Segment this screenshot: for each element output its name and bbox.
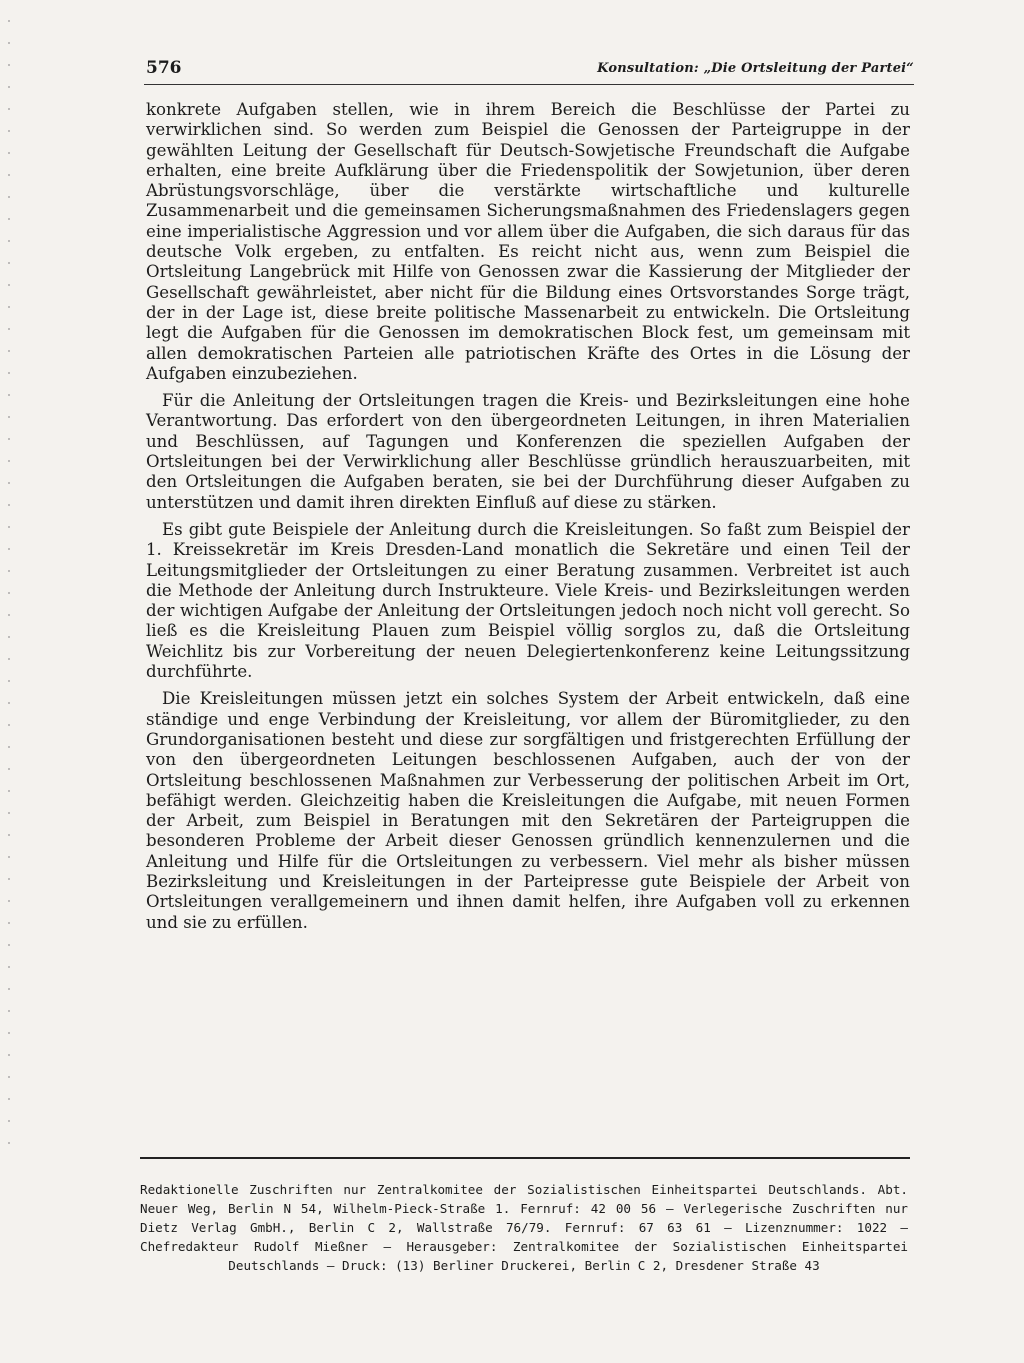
imprint: Redaktionelle Zuschriften nur Zentralkomitee der Sozialistischen Einheitspartei Deutschlands. Abt. Neuer Weg, Berlin N 54, Wilhelm-Pieck-Straße 1. Fernruf: 42 00 56 — Verlegerische Zuschriften nur Dietz Verlag GmbH., Berlin C 2, Wallstraße 76/79. Fernruf: 67 63 61 — Lizenznummer: 1022 — Chefredakteur Rudolf Mießner — Herausgeber: Zentralkomitee der Sozialistischen Einheitspartei Deutschlands — Druck: (13) Berliner Druckerei, Berlin C 2, Dresdener Straße 43 [140, 1182, 908, 1273]
article-body [146, 100, 910, 940]
header-rule [144, 84, 914, 85]
paragraph-2: Für die Anleitung der Ortsleitungen tragen die Kreis- und Bezirksleitungen eine hohe Verantwortung. Das erfordert von den übergeordneten Leitungen, in ihren Materialien und Beschlüssen, auf Tagungen und Konferenzen die speziellen Aufgaben der Ortsleitungen bei der Verwirklichung aller Beschlüsse gründlich herauszuarbeiten, mit den Ortsleitungen die Aufgaben beraten, sie bei der Durchführung dieser Aufgaben zu unterstützen und damit ihren direkten Einfluß auf diese zu stärken. [146, 391, 910, 512]
footer-rule [140, 1157, 910, 1159]
paragraph-4: Die Kreisleitungen müssen jetzt ein solches System der Arbeit entwickeln, daß eine ständige und enge Verbindung der Kreisleitung, vor allem der Büromitglieder, zu den Grundorganisationen besteht und diese zur sorgfältigen und fristgerechten Erfüllung der von den übergeordneten Leitungen beschlossenen Aufgaben, auch der von der Ortsleitung beschlossenen Maßnahmen zur Verbesserung der politischen Arbeit im Ort, befähigt werden. Gleichzeitig haben die Kreisleitungen die Aufgabe, mit neuen Formen der Arbeit, zum Beispiel in Beratungen mit den Sekretären der Parteigruppen die besonderen Probleme der Arbeit dieser Genossen gründlich kennenzulernen und die Anleitung und Hilfe für die Ortsleitungen zu verbessern. Viel mehr als bisher müssen Bezirksleitung und Kreisleitungen in der Parteipresse gute Beispiele der Arbeit von Ortsleitungen verallgemeinern und ihnen damit helfen, ihre Aufgaben voll zu erkennen und sie zu erfüllen. [146, 689, 910, 932]
paragraph-1: konkrete Aufgaben stellen, wie in ihrem Bereich die Beschlüsse der Partei zu verwirklichen sind. So werden zum Beispiel die Genossen der Parteigruppe in der gewählten Leitung der Gesellschaft für Deutsch-Sowjetische Freundschaft die Aufgabe erhalten, eine breite Aufklärung über die Friedenspolitik der Sowjetunion, über deren Abrüstungsvorschläge, über die verstärkte wirtschaftliche und kulturelle Zusammenarbeit und die gemeinsamen Sicherungsmaßnahmen des Friedenslagers gegen eine imperialistische Aggression und vor allem über die Aufgaben, die sich daraus für das deutsche Volk ergeben, zu entfalten. Es reicht nicht aus, wenn zum Beispiel die Ortsleitung Langebrück mit Hilfe von Genossen zwar die Kassierung der Mitglieder der Gesellschaft gewährleistet, aber nicht für die Bildung eines Ortsvorstandes Sorge trägt, der in der Lage ist, diese breite politische Massenarbeit zu entwickeln. Die Ortsleitung legt die Aufgaben für die Genossen im demokratischen Block fest, um gemeinsam mit allen demokratischen Parteien alle patriotischen Kräfte des Ortes in die Lösung der Aufgaben einzubeziehen. [146, 100, 910, 383]
page-number: 576 [146, 58, 182, 78]
scan-margin-dots [6, 10, 12, 1160]
running-header: Konsultation: „Die Ortsleitung der Partei“ [597, 61, 914, 76]
paragraph-3: Es gibt gute Beispiele der Anleitung durch die Kreisleitungen. So faßt zum Beispiel der 1. Kreissekretär im Kreis Dresden-Land monatlich die Sekretäre und einen Teil der Leitungsmitglieder der Ortsleitungen zu einer Beratung zusammen. Verbreitet ist auch die Methode der Anleitung durch Instrukteure. Viele Kreis- und Bezirksleitungen werden der wichtigen Aufgabe der Anleitung der Ortsleitungen jedoch noch nicht voll gerecht. So ließ es die Kreisleitung Plauen zum Beispiel völlig sorglos zu, daß die Ortsleitung Weichlitz bis zur Vorbereitung der neuen Delegiertenkonferenz keine Leitungssitzung durchführte. [146, 519, 910, 682]
